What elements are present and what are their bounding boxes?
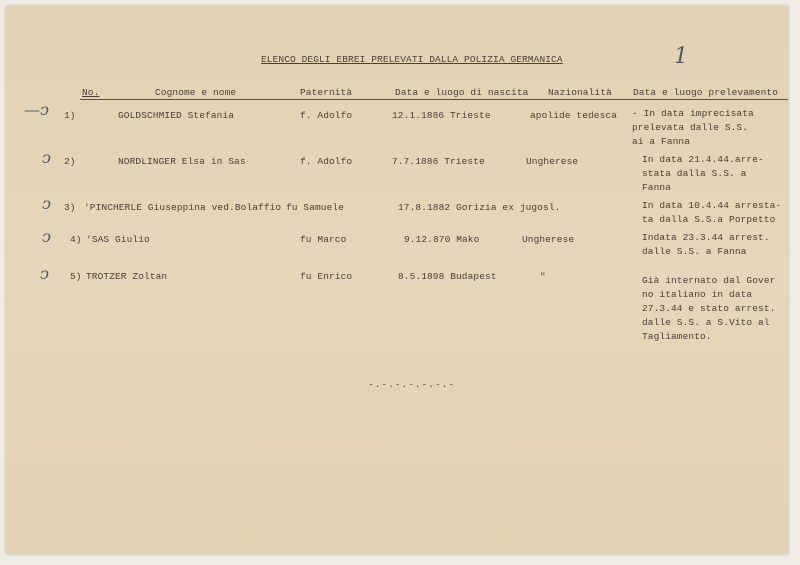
header-birth: Data e luogo di nascita bbox=[395, 87, 529, 98]
row-nationality: Ungherese bbox=[526, 156, 579, 167]
row-number: 2) bbox=[64, 156, 76, 167]
row-arrest: In data 21.4.44.arre- stata dalla S.S. a Fanna bbox=[642, 154, 764, 193]
row-birth: 7.7.1886 Trieste bbox=[392, 156, 485, 167]
row-arrest: - In data imprecisata prelevata dalle S.S. ai a Fanna bbox=[632, 108, 754, 147]
row-nationality: Ungherese bbox=[522, 234, 575, 245]
end-separator: -.-.-.-.-.-.- bbox=[368, 379, 456, 390]
row-number: 1) bbox=[64, 110, 76, 121]
handwritten-check-mark: ↄ bbox=[42, 148, 51, 167]
row-number: 3) bbox=[64, 202, 76, 213]
row-nationality: apolide tedesca bbox=[530, 110, 618, 121]
row-arrest: Già internato dal Gover no italiano in data 27.3.44 e stato arrest. dalle S.S. a S.Vito al Tagliamento. bbox=[642, 275, 776, 342]
document-title: ELENCO DEGLI EBREI PRELEVATI DALLA POLIZIA GERMANICA bbox=[261, 54, 563, 65]
row-birth: 9.12.870 Mako bbox=[404, 234, 480, 245]
row-birth: 12.1.1886 Trieste bbox=[392, 110, 491, 121]
row-paternity: fu Enrico bbox=[300, 271, 353, 282]
row-paternity: fu Marco bbox=[300, 234, 347, 245]
row-name: TROTZER Zoltan bbox=[86, 271, 168, 282]
header-nationality: Nazionalità bbox=[548, 87, 612, 98]
row-name: NORDLINGER Elsa in Sas bbox=[118, 156, 246, 167]
header-name: Cognome e nome bbox=[155, 87, 237, 98]
header-arrest: Data e luogo prelevamento bbox=[633, 87, 779, 98]
row-arrest: Indata 23.3.44 arrest. dalle S.S. a Fanna bbox=[642, 232, 770, 257]
row-number: 4) bbox=[70, 234, 82, 245]
header-paternity: Paternità bbox=[300, 87, 353, 98]
header-rule bbox=[80, 99, 788, 100]
row-name: 'SAS Giulio bbox=[86, 234, 150, 245]
row-paternity: f. Adolfo bbox=[300, 156, 353, 167]
row-paternity: f. Adolfo bbox=[300, 110, 353, 121]
handwritten-check-mark: ↄ bbox=[40, 264, 49, 283]
row-number: 5) bbox=[70, 271, 82, 282]
row-birth: 17.8.1882 Gorizia ex jugosl. bbox=[398, 202, 561, 213]
row-birth: 8.5.1898 Budapest bbox=[398, 271, 497, 282]
header-no: No. bbox=[82, 87, 100, 98]
row-nationality: " bbox=[540, 271, 546, 282]
handwritten-check-mark: ↄ bbox=[42, 227, 51, 246]
document-page bbox=[6, 6, 788, 554]
row-arrest: In data 10.4.44 arresta- ta dalla S.S.a Porpetto bbox=[642, 200, 782, 225]
row-name: GOLDSCHMIED Stefania bbox=[118, 110, 235, 121]
handwritten-check-mark: —ↄ bbox=[24, 100, 49, 119]
row-name: 'PINCHERLE Giuseppina ved.Bolaffio bbox=[84, 202, 282, 213]
handwritten-check-mark: ↄ bbox=[42, 194, 51, 213]
row-paternity: fu Samuele bbox=[286, 202, 345, 213]
handwritten-page-mark: 1 bbox=[674, 44, 688, 69]
